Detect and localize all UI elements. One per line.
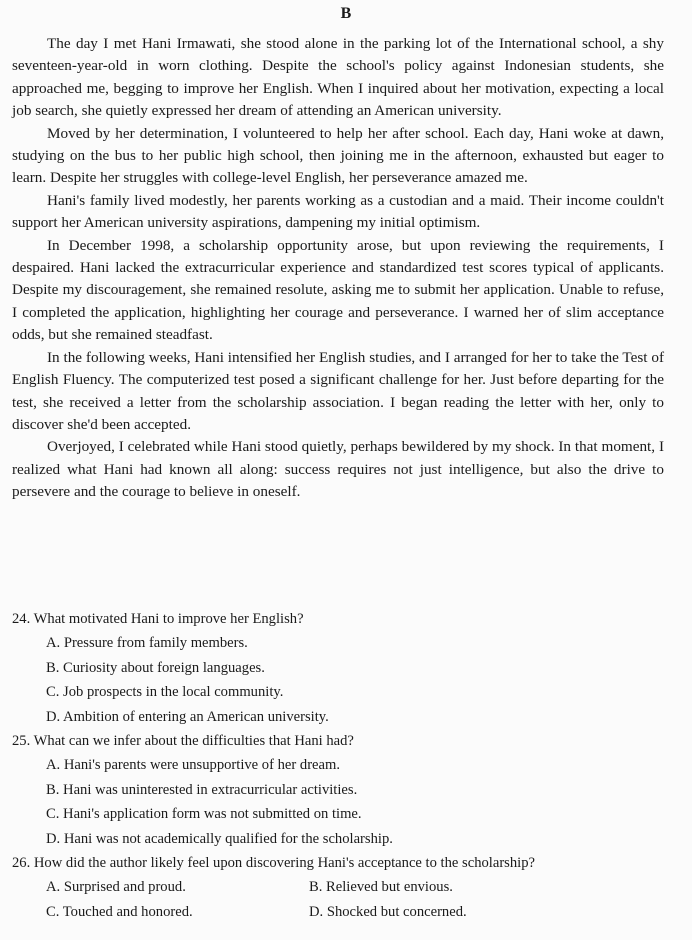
question-stem: 24. What motivated Hani to improve her English? — [12, 611, 304, 627]
option-b: B. Curiosity about foreign languages. — [46, 659, 265, 676]
option-d: D. Shocked but concerned. — [309, 903, 467, 920]
question-26 — [12, 851, 672, 924]
passage-paragraph-6: Overjoyed, I celebrated while Hani stood quietly, perhaps bewildered by my shock. In that moment, I realized what Hani had known all along: success requires not just intelligence, but also the drive to persevere and the courage to believe in oneself. — [12, 438, 664, 501]
reading-passage — [12, 33, 664, 504]
option-d: D. Hani was not academically qualified for the scholarship. — [46, 830, 393, 847]
option-a: A. Pressure from family members. — [46, 635, 248, 652]
option-list — [12, 631, 672, 729]
option-c: C. Touched and honored. — [46, 903, 193, 920]
passage-paragraph-4: In December 1998, a scholarship opportunity arose, but upon reviewing the requirements, I despaired. Hani lacked the extracurricular experience and standardized test scores typical of applicants. Despite my discouragement, she remained resolute, asking me to submit her application. Unable to refuse, I completed the application, highlighting her courage and perseverance. I warned her of slim acceptance odds, but she remained steadfast. — [12, 236, 664, 344]
passage-paragraph-2: Moved by her determination, I volunteered to help her after school. Each day, Hani woke at dawn, studying on the bus to her public high school, then joining me in the afternoon, exhausted but eager to learn. Despite her struggles with college-level English, her perseverance amazed me. — [12, 124, 664, 187]
option-c: C. Hani's application form was not submitted on time. — [46, 806, 362, 823]
passage-paragraph-5: In the following weeks, Hani intensified her English studies, and I arranged for her to take the Test of English Fluency. The computerized test posed a significant challenge for her. Just before departing for the test, she received a letter from the scholarship association. I began reading the letter with her, only to discover she'd been accepted. — [12, 348, 664, 433]
option-a: A. Surprised and proud. — [46, 879, 186, 896]
option-b: B. Hani was uninterested in extracurricular activities. — [46, 781, 358, 798]
option-d: D. Ambition of entering an American university. — [46, 708, 329, 725]
passage-paragraph-1: The day I met Hani Irmawati, she stood alone in the parking lot of the International school, a shy seventeen-year-old in worn clothing. Despite the school's policy against Indonesian students, she approached me, begging to improve her English. When I inquired about her motivation, expecting a local job search, she quietly expressed her dream of attending an American university. — [12, 35, 664, 120]
question-stem: 26. How did the author likely feel upon discovering Hani's acceptance to the scholarship? — [12, 855, 535, 872]
question-list — [12, 607, 672, 924]
passage-paragraph-3: Hani's family lived modestly, her parents working as a custodian and a maid. Their income couldn't support her American university aspirations, dampening my initial optimism. — [12, 191, 664, 232]
option-list — [12, 753, 672, 851]
question-stem: 25. What can we infer about the difficulties that Hani had? — [12, 733, 354, 750]
option-c: C. Job prospects in the local community. — [46, 684, 284, 701]
section-label: B — [340, 5, 352, 22]
question-25 — [12, 729, 672, 851]
question-24 — [12, 607, 672, 729]
option-b: B. Relieved but envious. — [309, 879, 453, 896]
option-grid — [12, 875, 672, 924]
option-a: A. Hani's parents were unsupportive of her dream. — [46, 757, 341, 774]
